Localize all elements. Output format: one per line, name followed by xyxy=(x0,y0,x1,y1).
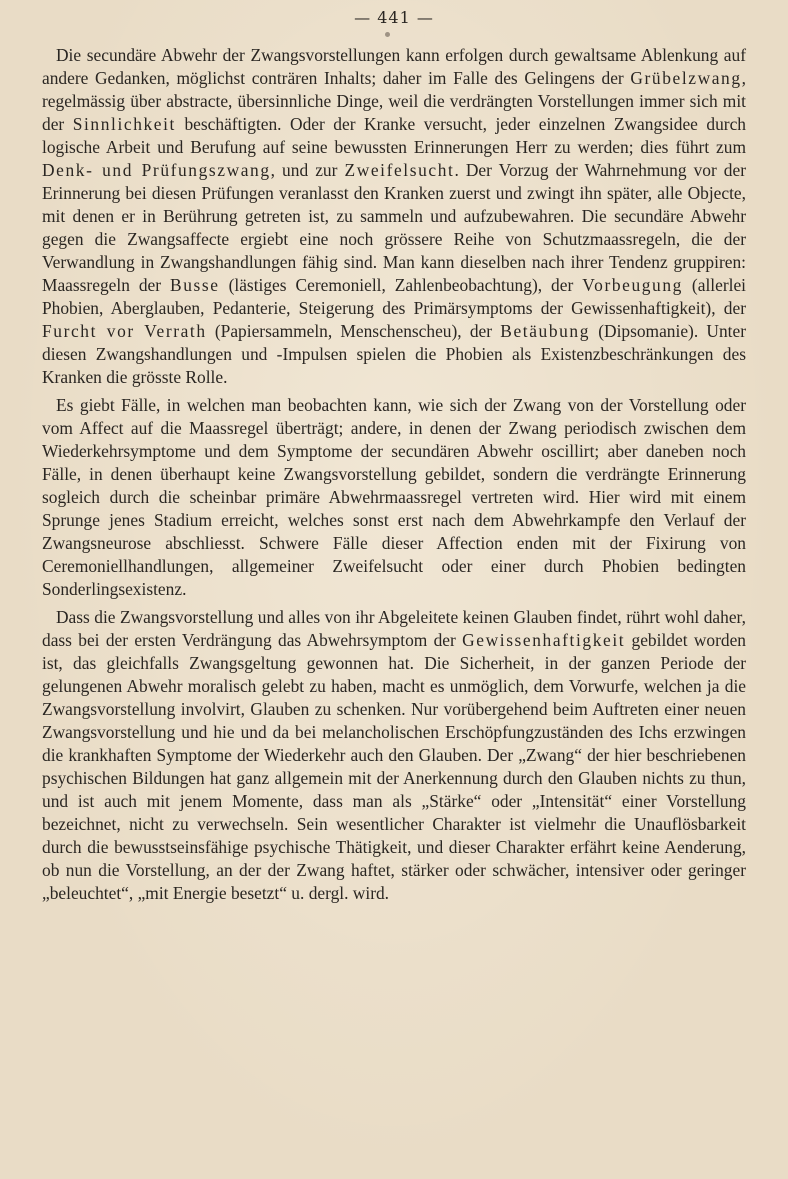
paragraph-3 xyxy=(42,606,746,905)
text-run: (Dipsomanie). Unter diesen Zwangshandlungen und -Impulsen spielen die Phobien als Existenzbeschränkungen des Kranken die grösste Rolle. xyxy=(42,321,746,387)
page-header xyxy=(0,8,788,27)
page-number: — 441 — xyxy=(354,8,434,27)
emphasized-term: Denk- und Prüfungszwang xyxy=(42,160,271,180)
emphasized-term: Gewissenhaftigkeit xyxy=(462,630,626,650)
text-run: gebildet worden ist, das gleichfalls Zwangsgeltung gewonnen hat. Die Sicherheit, in der ganzen Periode der gelungenen Abwehr moralisch gelebt zu haben, macht es unmöglich, dem Vorwurfe, welchen ja die Zwangsvorstellung involvirt, Glauben zu schenken. Nur vorübergehend beim Auftreten einer neuen Zwangsvorstellung und hie und da bei melancholischen Erschöpfungzuständen des Ichs erzwingen die krankhaften Symptome der Wiederkehr auch den Glauben. Der „Zwang“ der hier beschriebenen psychischen Bildungen hat ganz allgemein mit der Anerkennung durch den Glauben nichts zu thun, und ist auch mit jenem Momente, dass man als „Stärke“ oder „Intensität“ einer Vorstellung bezeichnet, nicht zu verwechseln. Sein wesentlicher Charakter ist vielmehr die Unauflösbarkeit durch die bewusstseinsfähige psychische Thätigkeit, und dieser Charakter erfährt keine Aenderung, ob nun die Vorstellung, an der der Zwang haftet, stärker oder schwächer, intensiver oder geringer „beleuchtet“, „mit Energie besetzt“ u. dergl. wird. xyxy=(42,630,746,903)
emphasized-term: Betäubung xyxy=(500,321,591,341)
text-run: , regelmässig über abstracte, übersinnliche Dinge, weil die verdrängten Vorstellungen immer sich mit der xyxy=(42,68,746,134)
text-run: Die secundäre Abwehr der Zwangsvorstellungen kann erfolgen durch gewaltsame Ablenkung auf andere Gedanken, möglichst conträren Inhalts; daher im Falle des Gelingens der xyxy=(42,45,746,88)
text-run: . Der Vorzug der Wahrnehmung vor der Erinnerung bei diesen Prüfungen veranlasst den Kranken zuerst und zwingt ihn später, alle Objecte, mit denen er in Berührung getreten ist, zu sammeln und aufzubewahren. Die secundäre Abwehr gegen die Zwangsaffecte ergiebt eine noch grössere Reihe von Schutzmaassregeln, die der Verwandlung in Zwangshandlungen fähig sind. Man kann dieselben nach ihrer Tendenz gruppiren: Maassregeln der xyxy=(42,160,747,295)
text-run: , und zur xyxy=(270,160,345,180)
emphasized-term: Grübelzwang xyxy=(630,68,742,88)
ink-speck xyxy=(385,32,390,37)
text-run: beschäftigten. Oder der Kranke versucht, jeder einzelnen Zwangsidee durch logische Arbeit und Berufung auf seine bewussten Erinnerungen Herr zu werden; dies führt zum xyxy=(42,114,746,157)
emphasized-term: Sinnlichkeit xyxy=(72,114,176,134)
emphasized-term: Busse xyxy=(170,275,220,295)
emphasized-term: Furcht vor Verrath xyxy=(42,321,207,341)
body-text xyxy=(42,44,746,910)
emphasized-term: Zweifelsucht xyxy=(344,160,455,180)
text-run: (Papiersammeln, Menschenscheu), der xyxy=(206,321,501,341)
text-run: (lästiges Ceremoniell, Zahlenbeobachtung), der xyxy=(219,275,583,295)
paragraph-1 xyxy=(42,44,746,389)
text-run: Dass die Zwangsvorstellung und alles von ihr Abgeleitete keinen Glauben findet, rührt wohl daher, dass bei der ersten Verdrängung das Abwehrsymptom der xyxy=(42,607,746,650)
text-run: Es giebt Fälle, in welchen man beobachten kann, wie sich der Zwang von der Vorstellung oder vom Affect auf die Maassregel überträgt; andere, in denen der Zwang periodisch zwischen dem Wiederkehrsymptome und dem Symptome der secundären Abwehr oscillirt; aber daneben noch Fälle, in denen überhaupt keine Zwangsvorstellung gebildet, sondern die verdrängte Erinnerung sogleich durch die scheinbar primäre Abwehrmaassregel vertreten wird. Hier wird mit einem Sprunge jenes Stadium erreicht, welches sonst erst nach dem Abwehrkampfe den Verlauf der Zwangsneurose abschliesst. Schwere Fälle dieser Affection enden mit der Fixirung von Ceremoniellhandlungen, allgemeiner Zweifelsucht oder einer durch Phobien bedingten Sonderlingsexistenz. xyxy=(42,395,746,599)
text-run: (allerlei Phobien, Aberglauben, Pedanterie, Steigerung des Primärsymptoms der Gewissenhaftigkeit), der xyxy=(42,275,746,318)
paragraph-2 xyxy=(42,394,746,601)
emphasized-term: Vorbeugung xyxy=(582,275,683,295)
